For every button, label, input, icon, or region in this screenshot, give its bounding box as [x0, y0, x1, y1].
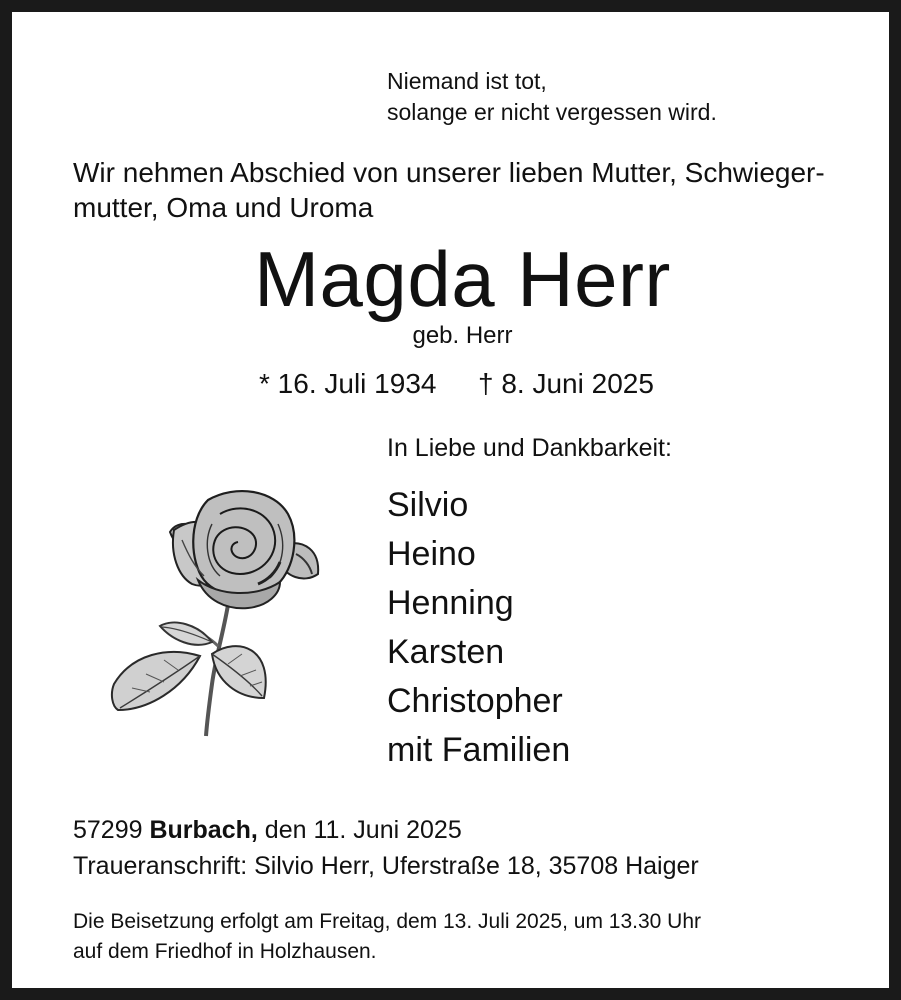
birth-name-text: geb. Herr [412, 322, 513, 349]
zip-code: 57299 [73, 816, 143, 844]
burial-line-2: auf dem Friedhof in Holzhausen. [73, 940, 377, 963]
rose-icon [108, 484, 324, 738]
place-date-line [73, 818, 462, 843]
birth-name [12, 324, 901, 348]
mourner-name: mit Familien [387, 731, 571, 769]
intro-line-1: Wir nehmen Abschied von unserer lieben Mutter, Schwieger- [73, 157, 825, 188]
intro-line-2: mutter, Oma und Uroma [73, 192, 374, 223]
mourning-address: Traueranschrift: Silvio Herr, Uferstraße 18, 35708 Haiger [73, 852, 699, 880]
deceased-name: Magda Herr [254, 235, 671, 323]
mourner-name: Christopher [387, 682, 563, 720]
mourner-name: Heino [387, 535, 476, 573]
birth-date: * 16. Juli 1934 [259, 368, 437, 399]
mourners-heading: In Liebe und Dankbarkeit: [387, 434, 672, 462]
burial-line-1: Die Beisetzung erfolgt am Freitag, dem 13. Juli 2025, um 13.30 Uhr [73, 910, 701, 933]
quote-line-1: Niemand ist tot, [387, 68, 547, 94]
mourner-name: Silvio [387, 486, 469, 524]
mourner-name: Henning [387, 584, 514, 622]
death-date: † 8. Juni 2025 [478, 368, 654, 399]
town-name: Burbach, [149, 816, 258, 844]
quote-line-2: solange er nicht vergessen wird. [387, 99, 717, 125]
notice-date: den 11. Juni 2025 [264, 816, 462, 844]
mourner-name: Karsten [387, 633, 505, 671]
